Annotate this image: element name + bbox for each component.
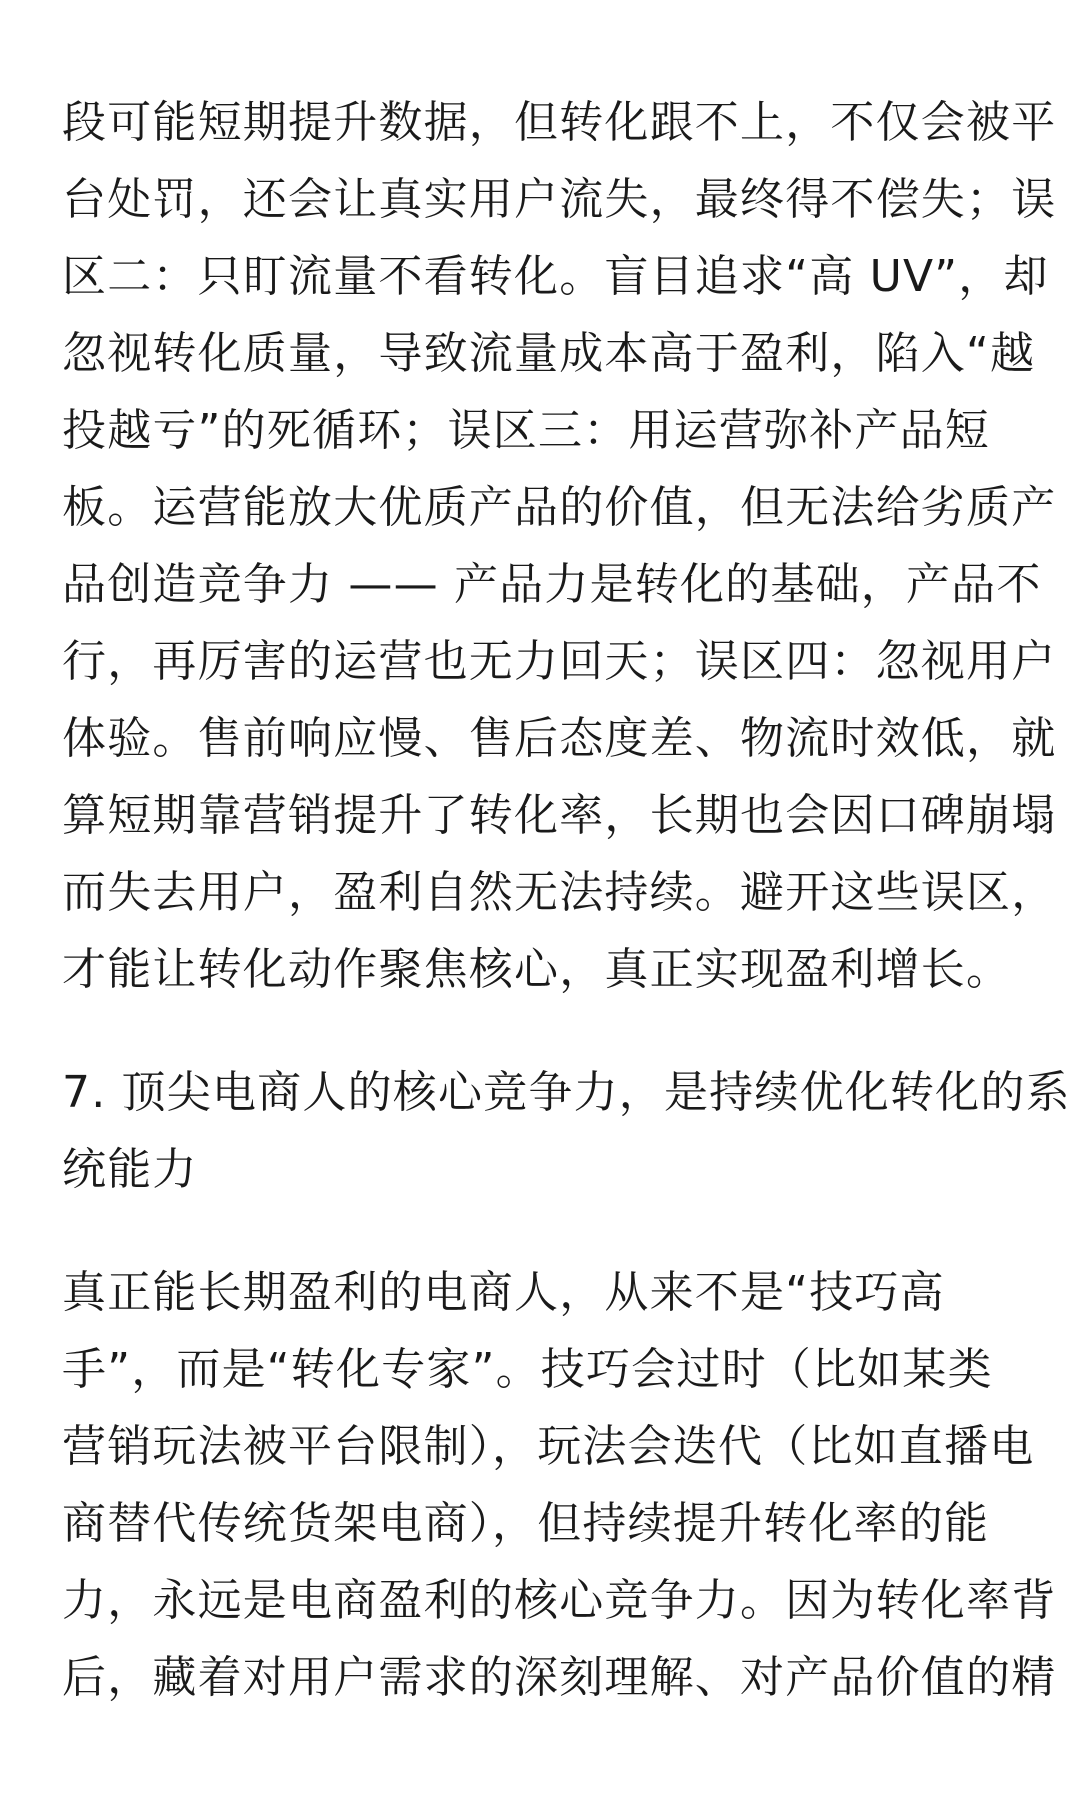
text-line: 7. 顶尖电商人的核心竞争力，是持续优化转化的系 <box>62 1067 1071 1118</box>
text-line: 板。运营能放大优质产品的价值，但无法给劣质产 <box>62 482 1057 533</box>
text-line: 投越亏”的死循环；误区三：用运营弥补产品短 <box>62 405 990 456</box>
text-line: 段可能短期提升数据，但转化跟不上，不仅会被平 <box>62 97 1057 148</box>
text-line: 统能力 <box>62 1144 198 1195</box>
paragraph-common-mistakes <box>62 84 1057 1008</box>
text-line: 手”，而是“转化专家”。技巧会过时（比如某类 <box>62 1344 993 1395</box>
text-line: 后，藏着对用户需求的深刻理解、对产品价值的精 <box>62 1652 1057 1703</box>
text-line: 区二：只盯流量不看转化。盲目追求“高 UV”，却 <box>62 251 1049 302</box>
text-line: 行，再厉害的运营也无力回天；误区四：忽视用户 <box>62 636 1057 687</box>
paragraph-core-competitiveness <box>62 1254 1057 1716</box>
text-line: 才能让转化动作聚焦核心，真正实现盈利增长。 <box>62 944 1012 995</box>
section-heading-7 <box>62 1054 1071 1208</box>
text-line: 营销玩法被平台限制），玩法会迭代（比如直播电 <box>62 1421 1035 1472</box>
text-line: 品创造竞争力 —— 产品力是转化的基础，产品不 <box>62 559 1042 610</box>
text-line: 体验。售前响应慢、售后态度差、物流时效低，就 <box>62 713 1057 764</box>
text-line: 算短期靠营销提升了转化率，长期也会因口碑崩塌 <box>62 790 1057 841</box>
text-line: 台处罚，还会让真实用户流失，最终得不偿失；误 <box>62 174 1057 225</box>
text-line: 忽视转化质量，导致流量成本高于盈利，陷入“越 <box>62 328 1036 379</box>
text-line: 力，永远是电商盈利的核心竞争力。因为转化率背 <box>62 1575 1057 1626</box>
text-line: 真正能长期盈利的电商人，从来不是“技巧高 <box>62 1267 945 1318</box>
text-line: 商替代传统货架电商），但持续提升转化率的能 <box>62 1498 990 1549</box>
article-body <box>62 84 1071 1716</box>
text-line: 而失去用户，盈利自然无法持续。避开这些误区， <box>62 867 1057 918</box>
